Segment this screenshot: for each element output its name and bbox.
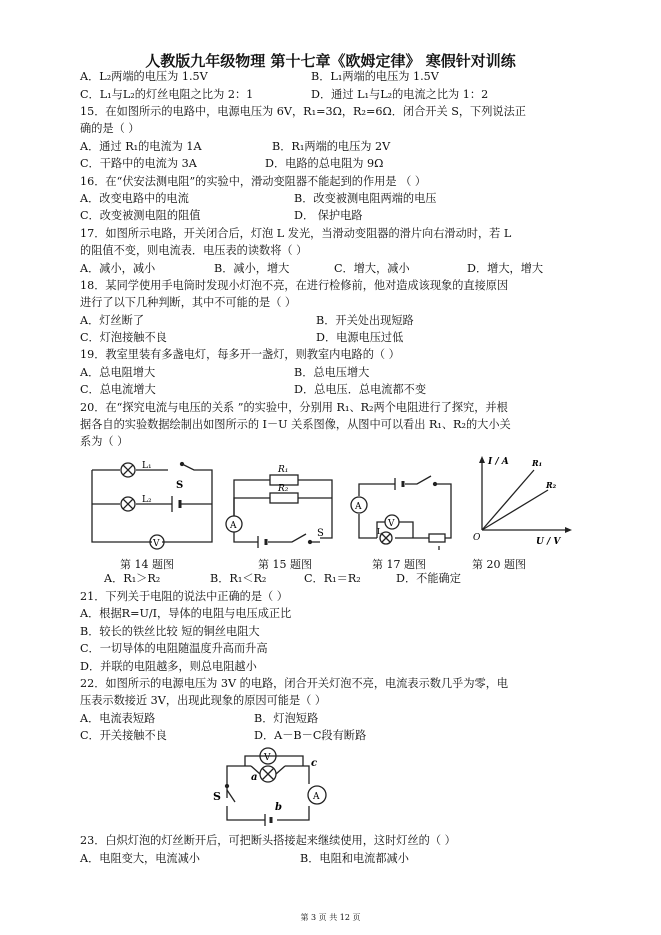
q20-option-c: C．R₁＝R₂ [304,572,361,585]
q16-stem: 16．在“伏安法测电阻”的实验中，滑动变阻器不能起到的作用是 （ ） [80,175,427,188]
q16-option-a: A．改变电路中的电流 [80,192,189,205]
q23-stem: 23．白炽灯泡的灯丝断开后，可把断头搭接起来继续使用，这时灯丝的（ ） [80,834,456,847]
q21-option-c: C．一切导体的电阻随温度升高而升高 [80,642,268,655]
prev-option-b: B．L₁两端的电压为 1.5V [311,70,439,83]
q16-option-b: B．改变被测电阻两端的电压 [294,192,437,205]
q21-option-b: B．较长的铁丝比较 短的铜丝电阻大 [80,625,260,638]
q19-option-c: C．总电流增大 [80,383,156,396]
fig15-s-label: S [317,528,324,539]
q21-option-d: D．并联的电阻越多，则总电阻越小 [80,660,257,673]
q18-option-a: A．灯丝断了 [80,314,145,327]
q18-option-c: C．灯泡接触不良 [80,331,167,344]
fig15-ammeter-label: A [230,521,237,531]
figure-15-circuit [222,458,342,550]
q22-option-a: A．电流表短路 [80,712,156,725]
figure-17-caption: 第 17 题图 [372,558,426,571]
q20-option-d: D．不能确定 [396,572,461,585]
q22-stem-line2: 压表示数接近 3V，出现此现象的原因可能是（ ） [80,694,327,707]
q17-stem-line2: 的阻值不变，则电流表．电压表的读数将（ ） [80,244,308,257]
q18-stem-line2: 进行了以下几种判断，其中不可能的是（ ） [80,296,297,309]
q15-option-a: A．通过 R₁的电流为 1A [80,140,202,153]
fig22-point-c: c [311,758,318,769]
figure-14-caption: 第 14 题图 [120,558,174,571]
q20-stem-line1: 20．在“探究电流与电压的关系 ”的实验中，分别用 R₁、R₂两个电阻进行了探究，并根 [80,401,508,414]
q15-stem-line1: 15．在如图所示的电路中，电源电压为 6V，R₁=3Ω，R₂=6Ω．闭合开关 S，下列说法正 [80,105,526,118]
fig22-point-a: a [251,772,258,783]
q17-option-a: A．减小，减小 [80,262,156,275]
q22-option-c: C．开关接触不良 [80,729,167,742]
q23-option-a: A．电阻变大，电流减小 [80,852,200,865]
q20-option-a: A．R₁＞R₂ [104,572,161,585]
figure-20-graph [470,452,580,552]
q18-stem-line1: 18．某同学使用手电筒时发现小灯泡不亮，在进行检修前，他对造成该现象的直接原因 [80,279,509,292]
q18-option-b: B．开关处出现短路 [316,314,414,327]
q20-stem-line3: 系为（ ） [80,435,129,448]
page-footer: 第 3 页 共 12 页 [300,913,361,922]
q17-option-b: B．减小，增大 [214,262,290,275]
q18-option-d: D．电源电压过低 [316,331,404,344]
fig20-r2-label: R₂ [546,480,557,490]
q17-option-d: D．增大，增大 [467,262,544,275]
q19-stem: 19．教室里装有多盏电灯，每多开一盏灯，则教室内电路的（ ） [80,348,400,361]
q16-option-c: C．改变被测电阻的阻值 [80,209,201,222]
q19-option-a: A．总电阻增大 [80,366,156,379]
fig15-r2-label: R₂ [278,484,289,494]
fig14-l2-label: L₂ [142,495,152,505]
fig20-origin: O [473,533,481,543]
q16-option-d: D． 保护电路 [294,209,363,222]
q22-option-b: B．灯泡短路 [254,712,319,725]
q22-stem-line1: 22．如图所示的电源电压为 3V 的电路，闭合开关灯泡不亮，电流表示数几乎为零，电 [80,677,509,690]
fig22-s-label: S [213,790,221,803]
fig15-r1-label: R₁ [278,465,289,475]
q22-option-d: D．A－B－C段有断路 [254,729,367,742]
prev-option-a: A．L₂两端的电压为 1.5V [80,70,208,83]
fig14-s-label: S [176,480,184,491]
q19-option-b: B．总电压增大 [294,366,370,379]
fig17-voltmeter-label: V [388,519,395,529]
q15-stem-line2: 确的是（ ） [80,122,140,135]
q21-option-a: A．根据R=U/I，导体的电阻与电压成正比 [80,607,292,620]
fig17-ammeter-label: A [355,502,362,512]
fig14-v-label: V [153,539,160,549]
figure-20-caption: 第 20 题图 [472,558,526,571]
fig22-point-b: b [275,802,282,813]
q21-stem: 21．下列关于电阻的说法中正确的是（ ） [80,590,288,603]
q20-option-b: B．R₁＜R₂ [210,572,267,585]
fig22-ammeter-label: A [313,792,320,802]
figure-15-caption: 第 15 题图 [258,558,312,571]
figure-17-circuit [347,462,459,550]
q20-stem-line2: 据各自的实验数据绘制出如图所示的 I－U 关系图像，从图中可以看出 R₁、R₂的大小关 [80,418,511,431]
page-title: 人教版九年级物理 第十七章《欧姆定律》 寒假针对训练 [145,52,516,70]
fig20-axis-i: I / A [488,457,509,467]
q15-option-b: B．R₁两端的电压为 2V [272,140,391,153]
q23-option-b: B．电阻和电流都减小 [300,852,409,865]
q19-option-d: D．总电压．总电流都不变 [294,383,427,396]
fig17-l-label: L [377,527,383,536]
fig20-axis-u: U / V [536,537,561,547]
fig14-l1-label: L₁ [142,461,152,471]
prev-option-d: D．通过 L₁与L₂的电流之比为 1：2 [311,88,489,101]
q15-option-d: D．电路的总电阻为 9Ω [265,157,384,170]
figure-22-circuit [205,746,355,830]
fig20-r1-label: R₁ [532,458,543,468]
figure-14-circuit [82,458,222,550]
q17-option-c: C．增大，减小 [334,262,410,275]
prev-option-c: C．L₁与L₂的灯丝电阻之比为 2：1 [80,88,254,101]
q17-stem-line1: 17．如图所示电路，开关闭合后，灯泡 L 发光，当滑动变阻器的滑片向右滑动时，若 L [80,227,512,240]
q15-option-c: C．干路中的电流为 3A [80,157,197,170]
fig22-voltmeter-label: V [264,753,271,763]
